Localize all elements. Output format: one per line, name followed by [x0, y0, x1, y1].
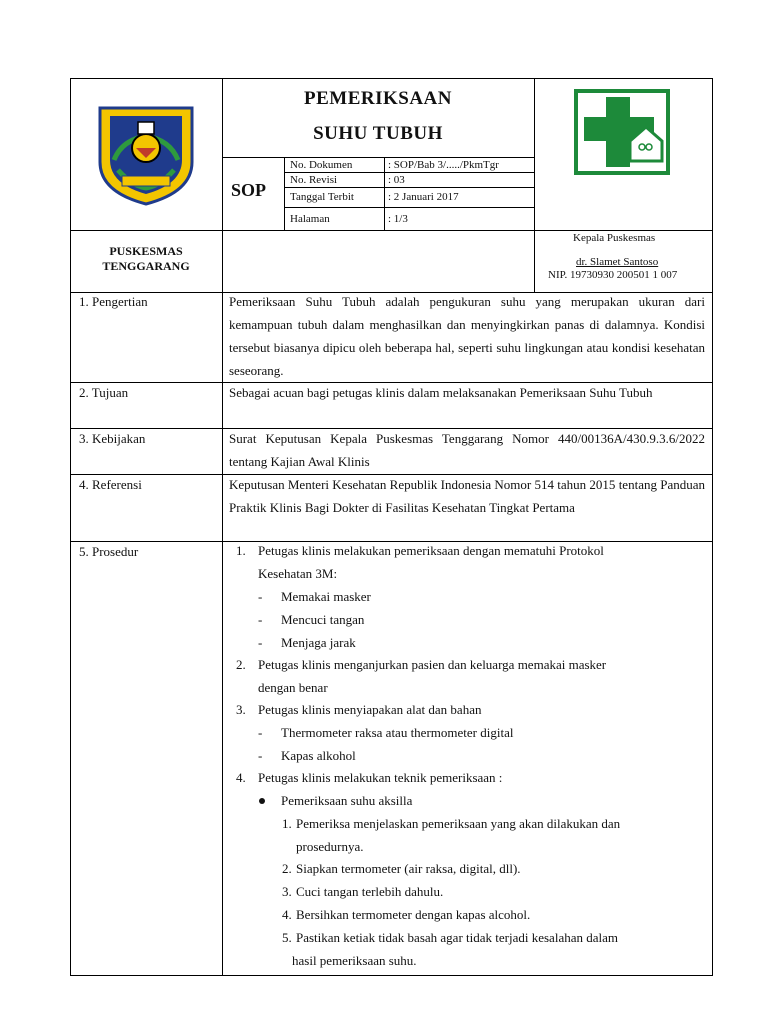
dash-marker: - — [258, 635, 263, 650]
step-number: 3. — [236, 702, 246, 717]
org-name-line2: TENGGARANG — [102, 259, 190, 273]
step-number: 4. — [236, 770, 246, 785]
row-text-tujuan: Sebagai acuan bagi petugas klinis dalam melaksanakan Pemeriksaan Suhu Tubuh — [229, 385, 653, 400]
meta-value-halaman: : 1/3 — [388, 213, 408, 225]
substep-text: Siapkan termometer (air raksa, digital, dll). — [296, 861, 521, 876]
dash-marker: - — [258, 612, 263, 627]
substep-text: Pastikan ketiak tidak basah agar tidak terjadi kesalahan dalam — [296, 930, 618, 945]
step-number: 2. — [236, 657, 246, 672]
substep-number: 1. — [282, 816, 292, 831]
meta-label-dokumen: No. Dokumen — [290, 159, 353, 171]
sub-item: Memakai masker — [281, 589, 371, 604]
row-label-referensi: 4. Referensi — [79, 477, 142, 492]
row-label-prosedur: 5. Prosedur — [79, 544, 139, 559]
step-text: dengan benar — [258, 680, 328, 695]
substep-text: hasil pemeriksaan suhu. — [292, 953, 417, 968]
step-text: Petugas klinis menyiapakan alat dan bahan — [258, 702, 482, 717]
step-text: Kesehatan 3M: — [258, 566, 338, 581]
substep-text: Cuci tangan terlebih dahulu. — [296, 884, 444, 899]
row-text-referensi: Keputusan Menteri Kesehatan Republik Indonesia Nomor 514 tahun 2015 tentang Panduan Praktik Klinis Bagi Dokter di Fasilitas Kesehatan Tingkat Pertama — [229, 477, 705, 515]
substep-text: Bersihkan termometer dengan kapas alcohol. — [296, 907, 531, 922]
substep-text: Pemeriksa menjelaskan pemeriksaan yang akan dilakukan dan — [296, 816, 621, 831]
signature-title: Kepala Puskesmas — [573, 232, 656, 244]
row-label-tujuan: 2. Tujuan — [79, 385, 129, 400]
substep-number: 2. — [282, 861, 292, 876]
document-title-line1: PEMERIKSAAN — [303, 88, 452, 109]
substep-number: 3. — [282, 884, 292, 899]
sub-item: Mencuci tangan — [281, 612, 365, 627]
step-text: Petugas klinis menganjurkan pasien dan keluarga memakai masker — [258, 657, 607, 672]
substep-text: prosedurnya. — [296, 839, 364, 854]
step-text: Petugas klinis melakukan teknik pemeriksaan : — [258, 770, 503, 785]
sub-item: Kapas alkohol — [281, 748, 356, 763]
signature-nip: NIP. 19730930 200501 1 007 — [548, 269, 678, 281]
meta-value-terbit: : 2 Januari 2017 — [388, 191, 459, 203]
row-label-kebijakan: 3. Kebijakan — [79, 431, 146, 446]
meta-label-terbit: Tanggal Terbit — [290, 191, 354, 203]
regional-emblem-logo — [92, 100, 200, 208]
dash-marker: - — [258, 725, 263, 740]
org-name-line1: PUSKESMAS — [109, 244, 183, 258]
meta-label-halaman: Halaman — [290, 213, 330, 225]
puskesmas-logo — [574, 89, 670, 175]
sop-label: SOP — [231, 180, 267, 200]
meta-value-dokumen: : SOP/Bab 3/...../PkmTgr — [388, 159, 499, 171]
step-text: Petugas klinis melakukan pemeriksaan dengan mematuhi Protokol — [258, 543, 604, 558]
meta-value-revisi: : 03 — [388, 174, 405, 186]
sub-item: Thermometer raksa atau thermometer digital — [281, 725, 514, 740]
bullet-icon — [259, 798, 265, 804]
row-label-pengertian: 1. Pengertian — [79, 294, 148, 309]
substep-number: 5. — [282, 930, 292, 945]
document-title-line2: SUHU TUBUH — [313, 123, 443, 144]
bullet-item: Pemeriksaan suhu aksilla — [281, 793, 413, 808]
dash-marker: - — [258, 748, 263, 763]
meta-label-revisi: No. Revisi — [290, 174, 338, 186]
row-text-pengertian: Pemeriksaan Suhu Tubuh adalah pengukuran suhu yang merupakan ukuran dari kemampuan tubuh dalam menghasilkan dan menyingkirkan panas di dalamnya. Kondisi tersebut biasanya dipicu oleh beberapa hal, seperti suhu lingkungan atau kondisi kesehatan seseorang. — [229, 294, 705, 378]
step-number: 1. — [236, 543, 246, 558]
sub-item: Menjaga jarak — [281, 635, 356, 650]
signature-name: dr. Slamet Santoso — [576, 256, 659, 268]
substep-number: 4. — [282, 907, 292, 922]
dash-marker: - — [258, 589, 263, 604]
row-text-kebijakan: Surat Keputusan Kepala Puskesmas Tenggarang Nomor 440/00136A/430.9.3.6/2022 tentang Kajian Awal Klinis — [229, 431, 705, 469]
